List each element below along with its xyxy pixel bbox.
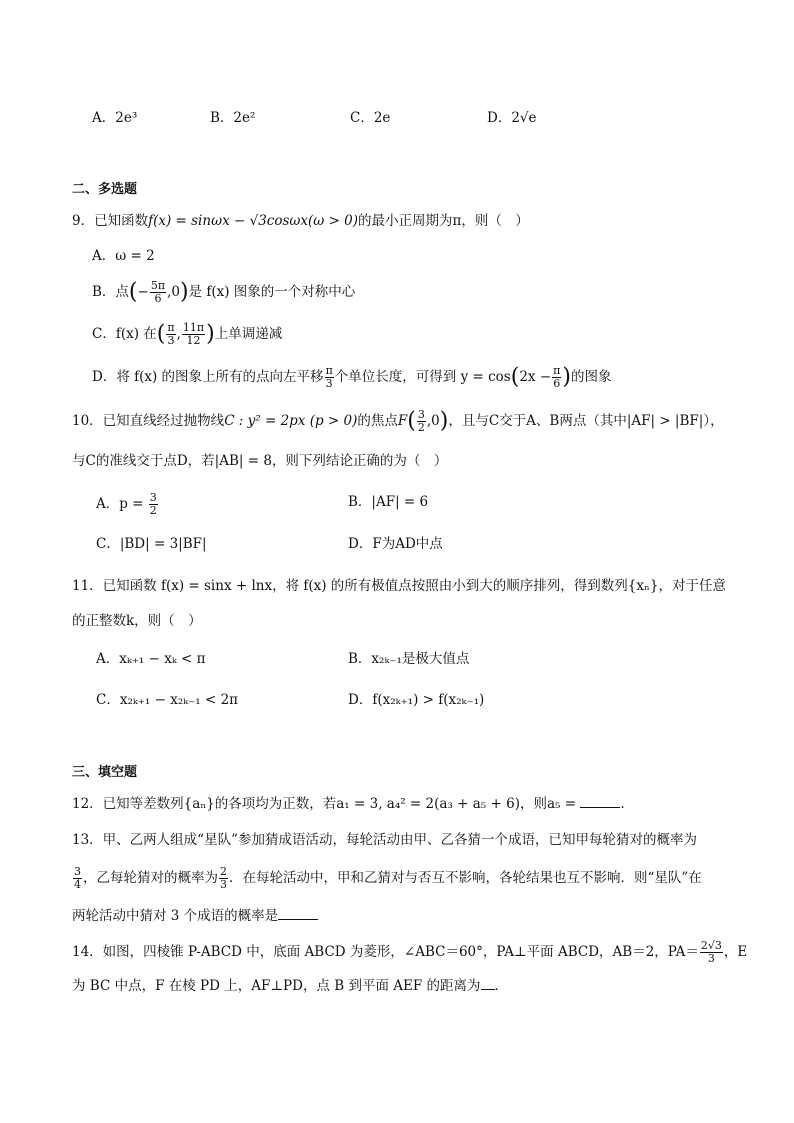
q9-option-c: C．f(x) 在( $\frac{\pi}{3}$ , $\frac{11\pi}{12}$ )上单调递减: [92, 321, 283, 347]
q13-stem-line-3: [72, 905, 318, 926]
q10-stem-middle: 的焦点: [357, 413, 398, 429]
q14-stem-line-2: [72, 975, 508, 996]
q10-stem-prefix: 10．已知直线经过抛物线: [72, 413, 225, 429]
q13-fraction-2: $\frac{2}{3}$: [220, 865, 227, 891]
q9-stem-prefix: 9．已知函数: [72, 213, 149, 229]
q10-focus-fraction: $\frac{3}{2}$: [417, 408, 425, 434]
q11-option-d: D．f(x₂ₖ₊₁) > f(x₂ₖ₋₁): [348, 692, 485, 708]
section-title-multiple-choice: 二、多选题: [72, 182, 138, 197]
q10-focus-label: F: [397, 413, 408, 429]
q11-option-c: C．x₂ₖ₊₁ − x₂ₖ₋₁ < 2π: [96, 692, 239, 708]
q9-c-suffix: 上单调递减: [214, 326, 283, 342]
q12-answer-blank[interactable]: [580, 793, 620, 808]
q12-stem: [72, 793, 625, 814]
q9-c-fraction-2: $\frac{11\pi}{12}$: [182, 321, 205, 347]
q14-line-1-prefix: 14．如图，四棱锥 P-ABCD 中，底面 ABCD 为菱形，∠ABC＝60°，PA⊥平面 ABCD，AB＝2，PA＝: [72, 944, 699, 960]
q8-option-a: A．2e³: [92, 110, 138, 126]
q14-line-1-suffix: ，E: [723, 944, 748, 960]
q10-parabola: C : y² = 2px (p > 0): [224, 413, 358, 429]
q9-stem: [72, 211, 529, 231]
q8-option-d: D．2√e: [487, 110, 537, 126]
q9-option-d: D．将 f(x) 的图象上所有的点向左平移 $\frac{\pi}{3}$ 个单位长度，可得到 y = cos(2x − $\frac{\pi}{6}$ )的图象: [92, 364, 612, 390]
q10-option-a: [96, 492, 159, 517]
q10-a-fraction: $\frac{3}{2}$: [149, 491, 157, 517]
q9-d-prefix: D．将 f(x) 的图象上所有的点向左平移: [92, 369, 324, 385]
q10-stem-line-2: 与C的准线交于点D，若|AB| = 8，则下列结论正确的为（ ）: [72, 453, 448, 469]
q10-option-b: B．|AF| = 6: [348, 494, 429, 510]
q9-b-suffix: 是 f(x) 图象的一个对称中心: [188, 284, 356, 300]
q9-d-suffix: 的图象: [570, 369, 612, 385]
q11-stem-line-1: 11．已知函数 f(x) = sinx + lnx，将 f(x) 的所有极值点按照由小到大的顺序排列，得到数列{xₙ}，对于任意: [72, 578, 726, 594]
q8-option-c: C．2e: [350, 110, 391, 126]
q9-stem-suffix: 的最小正周期为π，则（ ）: [358, 213, 529, 229]
q13-answer-blank[interactable]: [278, 905, 318, 920]
q11-stem-line-2: 的正整数k，则（ ）: [72, 613, 202, 629]
q10-option-d: D．F为AD中点: [348, 536, 443, 552]
q10-option-c: C．|BD| = 3|BF|: [96, 536, 207, 552]
q14-line-2-text: 为 BC 中点，F 在棱 PD 上，AF⊥PD，点 B 到平面 AEF 的距离为: [72, 978, 481, 994]
q13-middle: ，乙每轮猜对的概率为: [83, 870, 218, 886]
q14-end: ．: [494, 978, 509, 994]
q14-stem-line-1: [72, 940, 747, 965]
q14-answer-blank[interactable]: [481, 975, 495, 990]
q9-c-prefix: C．f(x) 在: [92, 326, 157, 342]
section-title-fill-in: 三、填空题: [72, 765, 138, 780]
q13-stem-line-2: [72, 866, 702, 891]
q9-option-a: A．ω = 2: [92, 248, 155, 264]
q9-b-fraction: $\frac{5\pi}{6}$: [150, 279, 166, 305]
q9-d-fraction-1: $\frac{\pi}{3}$: [325, 364, 333, 390]
q13-line-3-text: 两轮活动中猜对 3 个成语的概率是: [72, 908, 279, 924]
q9-function: f(x) = sinωx − √3cosωx(ω > 0): [148, 213, 359, 229]
q10-stem-line-1: 10．已知直线经过抛物线C : y² = 2px (p > 0)的焦点F( $\frac{3}{2}$ ,0)，且与C交于A、B两点（其中|AF| > |BF|），: [72, 408, 724, 434]
q8-option-b: B．2e²: [210, 110, 256, 126]
q14-pa-fraction: $\frac{2√3}{3}$: [700, 939, 722, 965]
q11-option-a: A．xₖ₊₁ − xₖ < π: [96, 651, 206, 667]
q10-a-prefix: A．p =: [96, 496, 144, 512]
q9-c-fraction-1: $\frac{\pi}{3}$: [167, 321, 175, 347]
q9-d-fraction-2: $\frac{\pi}{6}$: [553, 364, 561, 390]
q10-stem-suffix: ，且与C交于A、B两点（其中|AF| > |BF|），: [448, 413, 724, 429]
q9-option-b: B．点(− $\frac{5\pi}{6}$ ,0)是 f(x) 图象的一个对称中心: [92, 279, 356, 305]
q13-fraction-1: $\frac{3}{4}$: [74, 865, 81, 891]
q11-option-b: B．x₂ₖ₋₁是极大值点: [348, 651, 470, 667]
q12-end: .: [620, 796, 625, 812]
q13-suffix: ．在每轮活动中，甲和乙猜对与否互不影响，各轮结果也互不影响．则“星队”在: [229, 870, 702, 886]
q9-b-prefix: B．点: [92, 284, 129, 300]
q13-stem-line-1: 13．甲、乙两人组成“星队”参加猜成语活动，每轮活动由甲、乙各猜一个成语，已知甲每轮猜对的概率为: [72, 832, 697, 848]
q9-d-middle: 个单位长度，可得到 y = cos: [334, 369, 511, 385]
q12-text: 12．已知等差数列{aₙ}的各项均为正数，若a₁ = 3, a₄² = 2(a₃ + a₅ + 6)，则a₅ =: [72, 796, 577, 812]
